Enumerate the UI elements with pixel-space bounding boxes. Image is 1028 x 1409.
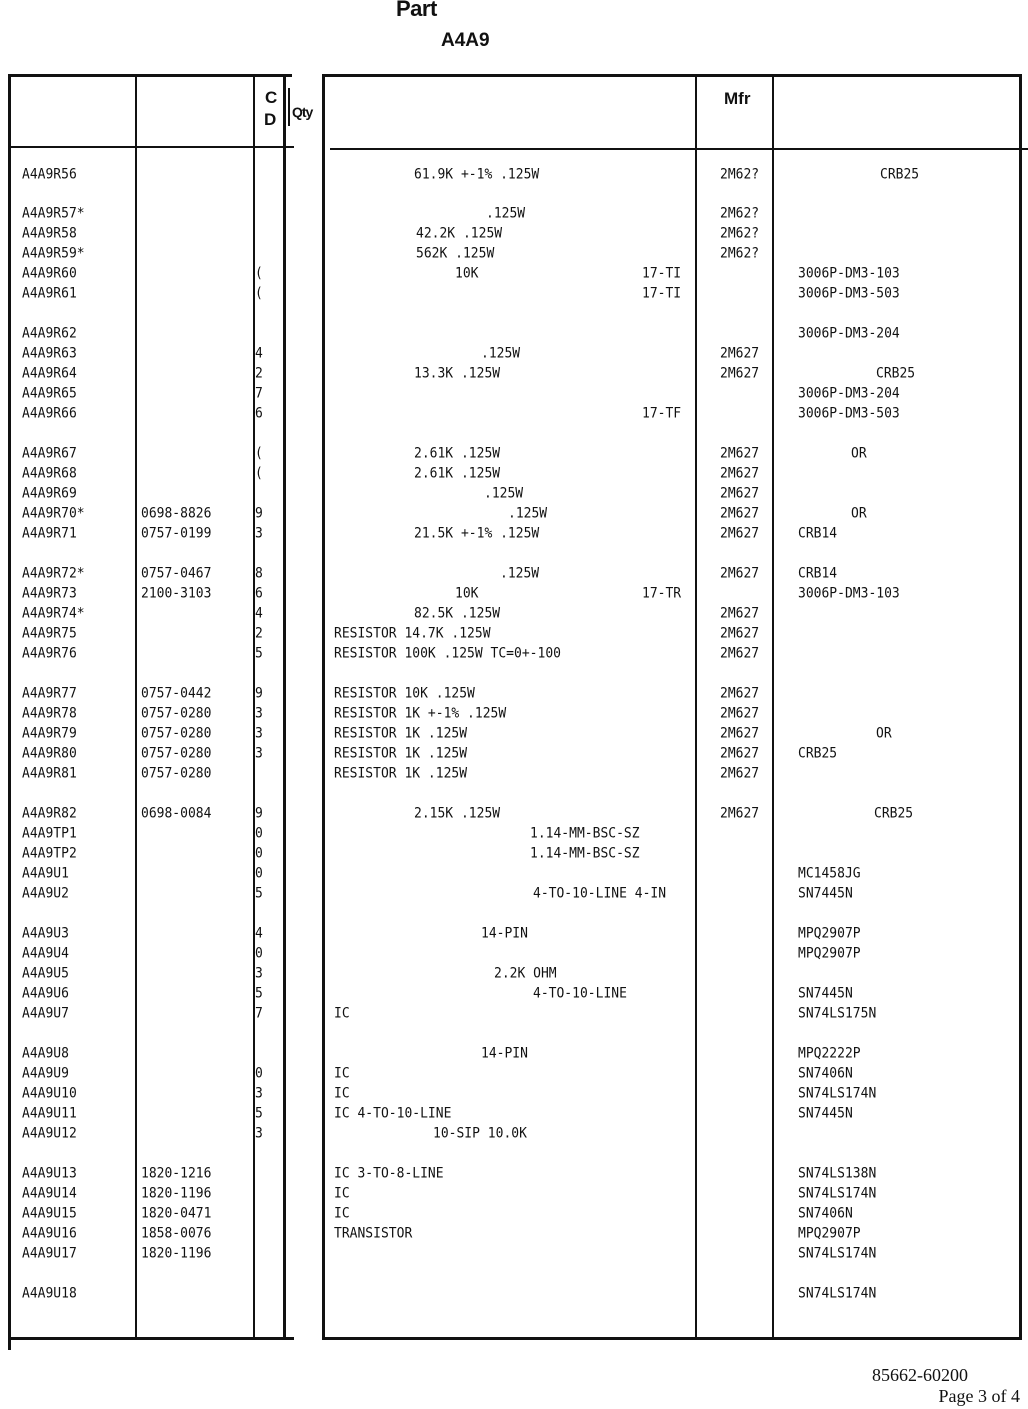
check-digit: 6 (255, 405, 263, 422)
reference-designator: A4A9U8 (22, 1045, 69, 1062)
check-digit: 3 (255, 725, 263, 742)
reference-designator: A4A9R64 (22, 365, 77, 382)
description-suffix: 17-TI (642, 285, 682, 302)
manufacturer-code: 2M627 (720, 805, 760, 822)
reference-designator: A4A9R65 (22, 385, 77, 402)
column-header-cd: C (265, 88, 278, 107)
reference-designator: A4A9U9 (22, 1065, 69, 1082)
description: IC (334, 1185, 350, 1202)
description: 1.14-MM-BSC-SZ (530, 825, 640, 842)
manufacturer-code: 2M62? (720, 245, 760, 262)
manufacturer-part-number: 3006P-DM3-503 (798, 285, 900, 302)
manufacturer-code: 2M627 (720, 445, 760, 462)
reference-designator: A4A9U2 (22, 885, 69, 902)
check-digit: ( (255, 285, 263, 302)
check-digit: 7 (255, 1005, 263, 1022)
description: 562K .125W (416, 245, 495, 262)
reference-designator: A4A9R82 (22, 805, 77, 822)
manufacturer-code: 2M627 (720, 505, 760, 522)
description: 61.9K +-1% .125W (414, 166, 540, 183)
reference-designator: A4A9U14 (22, 1185, 77, 1202)
description: .125W (484, 485, 524, 502)
manufacturer-part-number: SN7445N (798, 1105, 853, 1122)
manufacturer-code: 2M627 (720, 485, 760, 502)
check-digit: 5 (255, 885, 263, 902)
reference-designator: A4A9R68 (22, 465, 77, 482)
manufacturer-part-number: 3006P-DM3-204 (798, 385, 900, 402)
reference-designator: A4A9R70* (22, 505, 85, 522)
manufacturer-part-number: OR (851, 505, 867, 522)
reference-designator: A4A9U11 (22, 1105, 77, 1122)
description: .125W (508, 505, 548, 522)
description: 1.14-MM-BSC-SZ (530, 845, 640, 862)
description: 10K (455, 265, 479, 282)
description: 10-SIP 10.0K (433, 1125, 527, 1142)
manufacturer-part-number: CRB14 (798, 525, 838, 542)
description: TRANSISTOR (334, 1225, 413, 1242)
check-digit: 4 (255, 345, 263, 362)
reference-designator: A4A9R74* (22, 605, 85, 622)
manufacturer-code: 2M627 (720, 765, 760, 782)
reference-designator: A4A9R56 (22, 166, 77, 183)
reference-designator: A4A9R66 (22, 405, 77, 422)
part-number: 1820-0471 (141, 1205, 212, 1222)
manufacturer-part-number: 3006P-DM3-103 (798, 585, 900, 602)
reference-designator: A4A9R57* (22, 205, 85, 222)
reference-designator: A4A9U13 (22, 1165, 77, 1182)
reference-designator: A4A9R72* (22, 565, 85, 582)
check-digit: 3 (255, 1125, 263, 1142)
manufacturer-code: 2M627 (720, 625, 760, 642)
check-digit: 4 (255, 925, 263, 942)
manufacturer-part-number: CRB14 (798, 565, 838, 582)
description: RESISTOR 1K .125W (334, 745, 468, 762)
reference-designator: A4A9R73 (22, 585, 77, 602)
manufacturer-code: 2M627 (720, 725, 760, 742)
reference-designator: A4A9U7 (22, 1005, 69, 1022)
manufacturer-part-number: SN7445N (798, 985, 853, 1002)
part-number: 0757-0280 (141, 705, 212, 722)
reference-designator: A4A9U3 (22, 925, 69, 942)
description: .125W (486, 205, 526, 222)
manufacturer-code: 2M627 (720, 365, 760, 382)
description-suffix: 17-TF (642, 405, 682, 422)
manufacturer-code: 2M62? (720, 205, 760, 222)
description: IC (334, 1065, 350, 1082)
check-digit: 0 (255, 945, 263, 962)
description: 42.2K .125W (416, 225, 503, 242)
check-digit: 0 (255, 865, 263, 882)
reference-designator: A4A9U16 (22, 1225, 77, 1242)
manufacturer-part-number: MPQ2907P (798, 925, 861, 942)
manufacturer-part-number: CRB25 (880, 166, 920, 183)
description: 2.61K .125W (414, 445, 501, 462)
reference-designator: A4A9U4 (22, 945, 69, 962)
description: 2.2K OHM (494, 965, 557, 982)
check-digit: 3 (255, 525, 263, 542)
check-digit: 7 (255, 385, 263, 402)
part-number: 1820-1196 (141, 1185, 212, 1202)
description: 13.3K .125W (414, 365, 501, 382)
check-digit: 5 (255, 1105, 263, 1122)
part-number: 1858-0076 (141, 1225, 212, 1242)
reference-designator: A4A9R78 (22, 705, 77, 722)
reference-designator: A4A9R76 (22, 645, 77, 662)
part-number: 0757-0280 (141, 765, 212, 782)
manufacturer-part-number: 3006P-DM3-503 (798, 405, 900, 422)
description-suffix: 17-TR (642, 585, 682, 602)
check-digit: 2 (255, 365, 263, 382)
manufacturer-part-number: CRB25 (874, 805, 914, 822)
manufacturer-part-number: CRB25 (876, 365, 916, 382)
page-title: Part (396, 0, 437, 21)
manufacturer-code: 2M62? (720, 166, 760, 183)
manufacturer-part-number: 3006P-DM3-204 (798, 325, 900, 342)
manufacturer-part-number: SN74LS175N (798, 1005, 877, 1022)
description: IC (334, 1085, 350, 1102)
check-digit: 3 (255, 965, 263, 982)
manufacturer-part-number: SN74LS174N (798, 1245, 877, 1262)
manufacturer-part-number: MPQ2907P (798, 945, 861, 962)
check-digit: 8 (255, 565, 263, 582)
column-header-mfr: Mfr (724, 89, 751, 108)
reference-designator: A4A9U15 (22, 1205, 77, 1222)
reference-designator: A4A9U6 (22, 985, 69, 1002)
description: IC 3-TO-8-LINE (334, 1165, 444, 1182)
column-header-cd: D (264, 110, 277, 129)
check-digit: 9 (255, 805, 263, 822)
reference-designator: A4A9U18 (22, 1285, 77, 1302)
reference-designator: A4A9U1 (22, 865, 69, 882)
manufacturer-part-number: SN74LS138N (798, 1165, 877, 1182)
check-digit: 3 (255, 1085, 263, 1102)
manufacturer-code: 2M627 (720, 465, 760, 482)
description: IC 4-TO-10-LINE (334, 1105, 452, 1122)
description: 14-PIN (481, 1045, 528, 1062)
reference-designator: A4A9U17 (22, 1245, 77, 1262)
reference-designator: A4A9R61 (22, 285, 77, 302)
manufacturer-part-number: SN74LS174N (798, 1085, 877, 1102)
manufacturer-code: 2M627 (720, 745, 760, 762)
check-digit: ( (255, 265, 263, 282)
part-number: 0757-0199 (141, 525, 212, 542)
reference-designator: A4A9R62 (22, 325, 77, 342)
manufacturer-part-number: SN74LS174N (798, 1285, 877, 1302)
check-digit: 0 (255, 825, 263, 842)
check-digit: 2 (255, 625, 263, 642)
part-number: 0757-0467 (141, 565, 212, 582)
check-digit: 3 (255, 705, 263, 722)
page-number: Page 3 of 4 (938, 1386, 1020, 1406)
check-digit: 4 (255, 605, 263, 622)
manufacturer-part-number: MC1458JG (798, 865, 861, 882)
reference-designator: A4A9R75 (22, 625, 77, 642)
description: IC (334, 1205, 350, 1222)
manufacturer-part-number: MPQ2907P (798, 1225, 861, 1242)
manufacturer-part-number: CRB25 (798, 745, 838, 762)
part-number: 1820-1216 (141, 1165, 212, 1182)
part-number: 0698-0084 (141, 805, 212, 822)
description: 4-TO-10-LINE 4-IN (533, 885, 667, 902)
part-number: 0757-0442 (141, 685, 212, 702)
reference-designator: A4A9U5 (22, 965, 69, 982)
reference-designator: A4A9R63 (22, 345, 77, 362)
description: 4-TO-10-LINE (533, 985, 627, 1002)
description: 21.5K +-1% .125W (414, 525, 540, 542)
description: IC (334, 1005, 350, 1022)
manufacturer-code: 2M627 (720, 565, 760, 582)
assembly-subtitle: A4A9 (441, 30, 490, 51)
description-suffix: 17-TI (642, 265, 682, 282)
manufacturer-code: 2M627 (720, 605, 760, 622)
manufacturer-part-number: MPQ2222P (798, 1045, 861, 1062)
description: .125W (481, 345, 521, 362)
manufacturer-code: 2M627 (720, 705, 760, 722)
manufacturer-part-number: SN74LS174N (798, 1185, 877, 1202)
manufacturer-code: 2M627 (720, 525, 760, 542)
part-number: 0698-8826 (141, 505, 212, 522)
check-digit: 0 (255, 845, 263, 862)
manufacturer-code: 2M62? (720, 225, 760, 242)
manufacturer-code: 2M627 (720, 685, 760, 702)
part-number: 1820-1196 (141, 1245, 212, 1262)
check-digit: 5 (255, 645, 263, 662)
reference-designator: A4A9R67 (22, 445, 77, 462)
reference-designator: A4A9R77 (22, 685, 77, 702)
check-digit: 5 (255, 985, 263, 1002)
reference-designator: A4A9R80 (22, 745, 77, 762)
description: RESISTOR 1K .125W (334, 765, 468, 782)
manufacturer-code: 2M627 (720, 645, 760, 662)
description: 14-PIN (481, 925, 528, 942)
reference-designator: A4A9R58 (22, 225, 77, 242)
document-number: 85662-60200 (872, 1365, 968, 1385)
manufacturer-part-number: SN7445N (798, 885, 853, 902)
manufacturer-code: 2M627 (720, 345, 760, 362)
description: RESISTOR 14.7K .125W (334, 625, 491, 642)
description: 2.15K .125W (414, 805, 501, 822)
reference-designator: A4A9TP1 (22, 825, 77, 842)
description: 10K (455, 585, 479, 602)
manufacturer-part-number: SN7406N (798, 1205, 853, 1222)
reference-designator: A4A9R59* (22, 245, 85, 262)
reference-designator: A4A9R60 (22, 265, 77, 282)
reference-designator: A4A9R69 (22, 485, 77, 502)
description: 82.5K .125W (414, 605, 501, 622)
part-number: 0757-0280 (141, 725, 212, 742)
reference-designator: A4A9R81 (22, 765, 77, 782)
description: 2.61K .125W (414, 465, 501, 482)
reference-designator: A4A9R79 (22, 725, 77, 742)
check-digit: ( (255, 445, 263, 462)
description: RESISTOR 1K .125W (334, 725, 468, 742)
reference-designator: A4A9R71 (22, 525, 77, 542)
reference-designator: A4A9U12 (22, 1125, 77, 1142)
check-digit: 3 (255, 745, 263, 762)
reference-designator: A4A9TP2 (22, 845, 77, 862)
reference-designator: A4A9U10 (22, 1085, 77, 1102)
manufacturer-part-number: 3006P-DM3-103 (798, 265, 900, 282)
manufacturer-part-number: OR (851, 445, 867, 462)
manufacturer-part-number: SN7406N (798, 1065, 853, 1082)
check-digit: 6 (255, 585, 263, 602)
check-digit: 0 (255, 1065, 263, 1082)
description: RESISTOR 100K .125W TC=0+-100 (334, 645, 561, 662)
description: .125W (500, 565, 540, 582)
check-digit: 9 (255, 685, 263, 702)
part-number: 2100-3103 (141, 585, 212, 602)
part-number: 0757-0280 (141, 745, 212, 762)
manufacturer-part-number: OR (876, 725, 892, 742)
description: RESISTOR 10K .125W (334, 685, 475, 702)
description: RESISTOR 1K +-1% .125W (334, 705, 507, 722)
check-digit: ( (255, 465, 263, 482)
column-header-qty: Qty (292, 104, 313, 120)
check-digit: 9 (255, 505, 263, 522)
